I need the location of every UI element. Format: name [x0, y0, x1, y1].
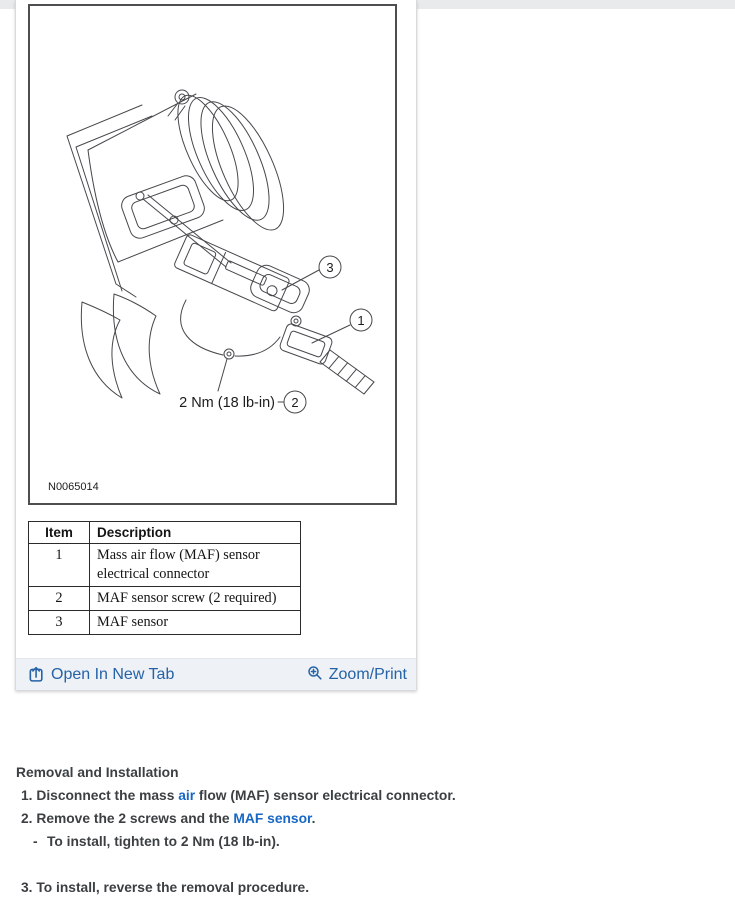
bracket-hooks [81, 294, 160, 398]
removal-instructions [0, 761, 725, 899]
torque-spec-label: 2 Nm (18 lb-in) [179, 395, 275, 411]
callout-1-number: 1 [357, 313, 365, 328]
figure-viewer-card [15, 0, 417, 690]
item-number: 3 [29, 611, 90, 635]
step-number: 1. [21, 788, 33, 803]
step-text: Remove the 2 screws and the [32, 811, 234, 826]
parts-table-header-row [29, 522, 301, 544]
parts-table [28, 521, 301, 635]
open-in-new-tab-icon [28, 666, 45, 683]
item-description: Mass air flow (MAF) sensor electrical connector [90, 544, 301, 587]
substep-install-torque [0, 830, 725, 853]
step-2 [0, 807, 725, 830]
open-in-new-tab-link[interactable] [28, 666, 174, 684]
section-heading: Removal and Installation [16, 765, 179, 780]
open-in-new-tab-label: Open In New Tab [51, 665, 175, 683]
column-header-item: Item [29, 522, 90, 544]
table-row [29, 611, 301, 635]
step-number: 2. [21, 811, 33, 826]
callout-2-number: 2 [291, 395, 299, 410]
item-number: 1 [29, 544, 90, 587]
item-description: MAF sensor [90, 611, 301, 635]
step-text: To install, reverse the removal procedure. [32, 880, 310, 895]
zoom-print-label: Zoom/Print [328, 665, 407, 683]
step-text: . [311, 811, 316, 826]
figure-frame [28, 4, 397, 505]
maf-sensor-screws [218, 316, 301, 391]
step-1 [0, 784, 725, 807]
step-text: flow (MAF) sensor electrical connector. [195, 788, 456, 803]
duct-flange-rings [166, 87, 298, 239]
substep-text: To install, tighten to 2 Nm (18 lb-in). [47, 834, 280, 849]
column-header-description: Description [90, 522, 301, 544]
item-number: 2 [29, 587, 90, 611]
zoom-print-link[interactable] [307, 666, 407, 684]
blank-line [0, 853, 725, 876]
step-text: Disconnect the mass [32, 788, 179, 803]
callout-3-number: 3 [326, 260, 334, 275]
maf-sensor-body [173, 234, 312, 356]
zoom-in-icon [307, 665, 323, 681]
electrical-connector [279, 323, 374, 394]
figure-number-label: N0065014 [48, 481, 99, 493]
table-row [29, 544, 301, 587]
maf-sensor-link[interactable]: MAF sensor [233, 811, 312, 826]
step-3 [0, 876, 725, 899]
figure-toolbar [16, 658, 416, 690]
air-link[interactable]: air [178, 788, 196, 803]
table-row [29, 587, 301, 611]
item-description: MAF sensor screw (2 required) [90, 587, 301, 611]
maf-sensor-diagram [30, 6, 395, 503]
substep-dash: - [33, 834, 38, 849]
step-number: 3. [21, 880, 33, 895]
